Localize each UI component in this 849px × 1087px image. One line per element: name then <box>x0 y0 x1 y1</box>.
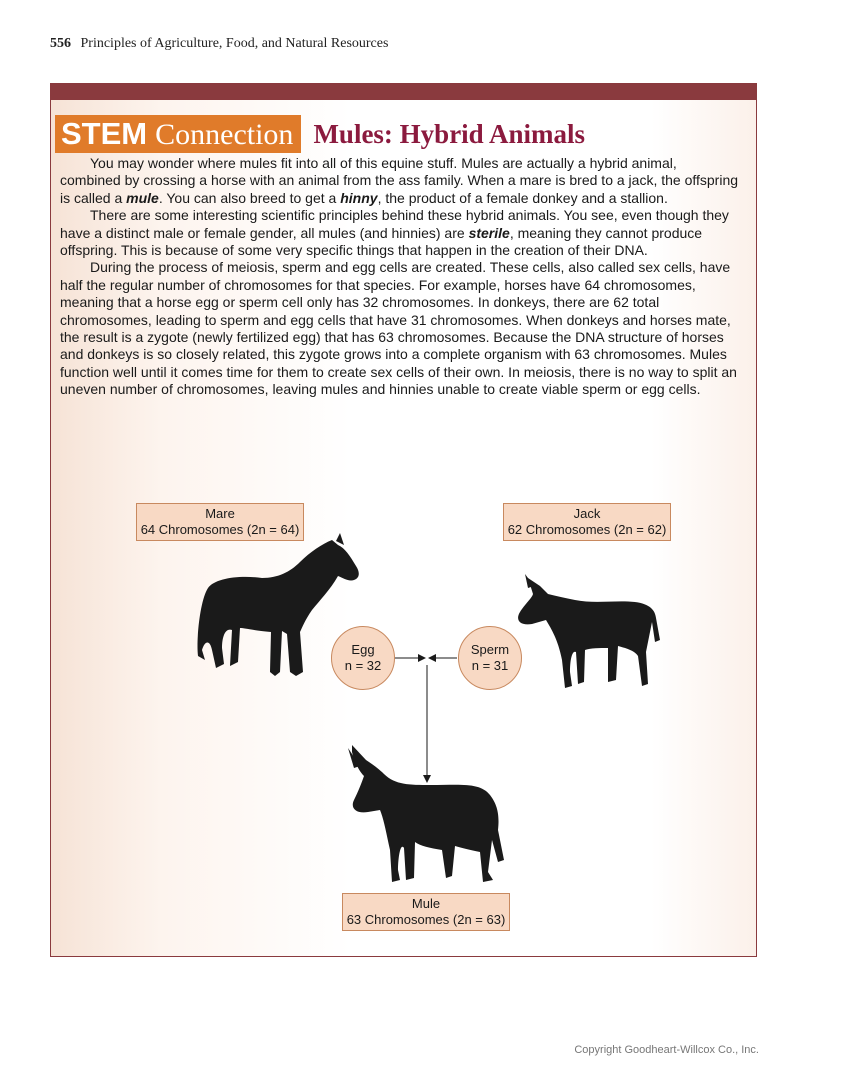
text-run: , the product of a female donkey and a stallion. <box>377 189 668 206</box>
jack-chromosomes: 62 Chromosomes (2n = 62) <box>507 522 667 537</box>
sperm-name: Sperm <box>470 642 510 657</box>
mule-silhouette-icon <box>348 745 504 882</box>
egg-value: n = 32 <box>344 658 382 673</box>
mule-name: Mule <box>411 896 441 911</box>
jack-label <box>503 503 671 541</box>
egg-name: Egg <box>351 642 375 657</box>
text-run: , meaning they cannot produce offspring. This is because of some very specific things that happen in the creation of their DNA. <box>60 224 703 259</box>
key-term-mule: mule <box>126 189 159 206</box>
text-run: . You can also breed to get a <box>158 189 341 206</box>
key-term-hinny: hinny <box>340 189 378 206</box>
mare-name: Mare <box>205 506 235 521</box>
connection-word: Connection <box>155 118 294 151</box>
mule-label <box>342 893 510 931</box>
text-run: During the process of meiosis, sperm and egg cells are created. These cells, also called sex cells, have half the regular number of chromosomes for that species. For example, horses have 64 chromosomes, meaning that a horse egg or sperm cell only has 32 chromosomes. In donkeys, there are 62 total chromosomes, leading to sperm and egg cells that have 31 chromosomes. When donkeys and horses mate, the result is a zygote (newly fertilized egg) that has 63 chromosomes. Because the DNA structure of horses and donkeys is so closely related, this zygote grows into a complete organism with 63 chromosomes. Mules function well until it comes time for them to create sex cells of their own. In meiosis, there is no way to split an uneven number of chromosomes, leaving mules and hinnies unable to create viable sperm or egg cells. <box>60 259 737 398</box>
mule-chromosomes: 63 Chromosomes (2n = 63) <box>346 912 506 927</box>
mare-chromosomes: 64 Chromosomes (2n = 64) <box>140 522 300 537</box>
donkey-silhouette-icon <box>518 574 660 688</box>
text-run: You may wonder where mules fit into all of this equine stuff. Mules are actually a hybrid animal, combined by crossing a horse with an animal from the ass family. When a mare is bred to a jack, the offspring is called a <box>60 155 739 206</box>
mare-label <box>136 503 304 541</box>
book-title: Principles of Agriculture, Food, and Natural Resources <box>80 36 389 51</box>
key-term-sterile: sterile <box>468 224 510 241</box>
feature-title: Mules: Hybrid Animals <box>313 119 585 149</box>
sperm-value: n = 31 <box>471 658 509 673</box>
copyright: Copyright Goodheart-Willcox Co., Inc. <box>574 1044 759 1056</box>
egg-cell <box>331 626 395 690</box>
page-number: 556 <box>50 36 71 51</box>
jack-name: Jack <box>573 506 601 521</box>
text-run: There are some interesting scientific principles behind these hybrid animals. You see, even though they have a distinct male or female gender, all mules (and hinnies) are <box>60 207 729 241</box>
stem-word: STEM <box>61 116 148 151</box>
sperm-cell <box>458 626 522 690</box>
